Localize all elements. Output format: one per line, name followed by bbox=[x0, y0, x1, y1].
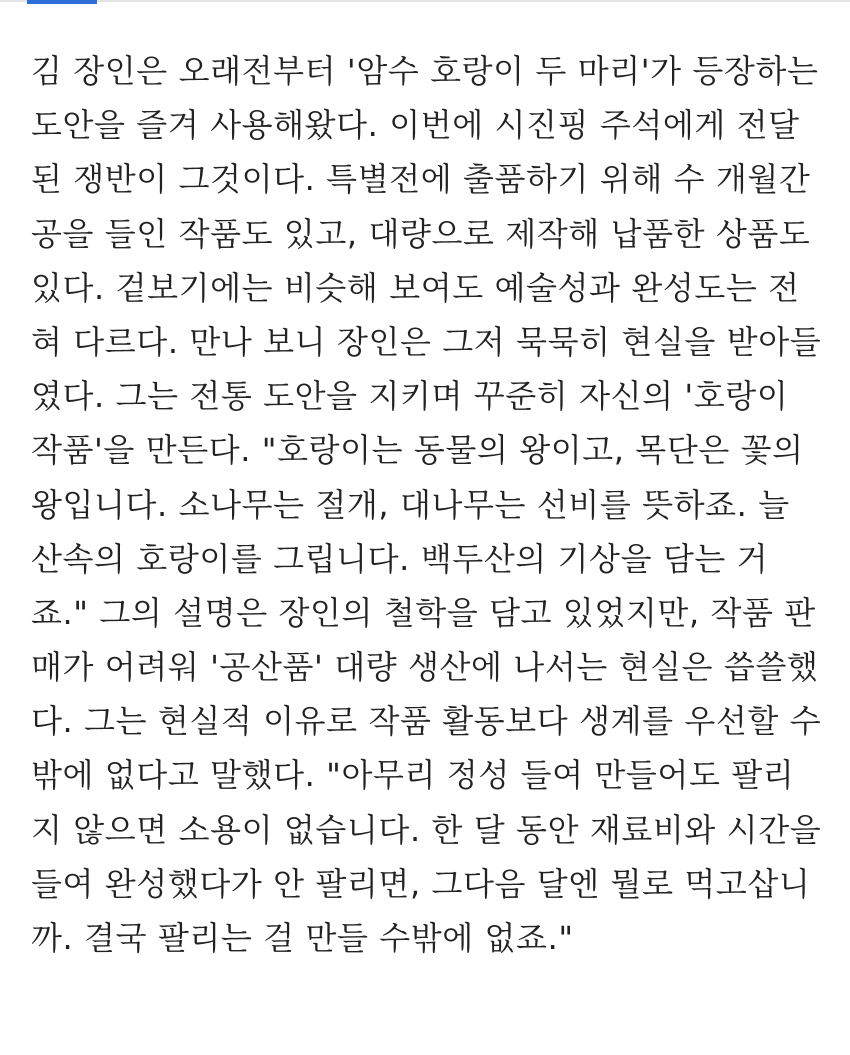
article-line: 공을 들인 작품도 있고, 대량으로 제작해 납품한 상품도 bbox=[31, 214, 811, 253]
article-line: 왕입니다. 소나무는 절개, 대나무는 선비를 뜻하죠. 늘 bbox=[31, 485, 790, 524]
article-line: 들여 완성했다가 안 팔리면, 그다음 달엔 뭘로 먹고삽니 bbox=[31, 864, 811, 903]
article-line: 있다. 겉보기에는 비슷해 보여도 예술성과 완성도는 전 bbox=[31, 268, 800, 307]
active-tab-indicator bbox=[27, 0, 97, 4]
article-line: 까. 결국 팔리는 걸 만들 수밖에 없죠." bbox=[31, 919, 574, 957]
article-body bbox=[31, 44, 831, 965]
article-line: 다. 그는 현실적 이유로 작품 활동보다 생계를 우선할 수 bbox=[31, 702, 822, 741]
article-line: 작품'을 만든다. "호랑이는 동물의 왕이고, 목단은 꽃의 bbox=[31, 431, 804, 470]
article-line: 죠." 그의 설명은 장인의 철학을 담고 있었지만, 작품 판 bbox=[31, 593, 816, 632]
article-line: 도안을 즐겨 사용해왔다. 이번에 시진핑 주석에게 전달 bbox=[31, 106, 800, 145]
article-line: 밖에 없다고 말했다. "아무리 정성 들여 만들어도 팔리 bbox=[31, 756, 795, 795]
article-line: 김 장인은 오래전부터 '암수 호랑이 두 마리'가 등장하는 bbox=[31, 52, 819, 90]
article-line: 매가 어려워 '공산품' 대량 생산에 나서는 현실은 씁쓸했 bbox=[31, 648, 819, 687]
article-line: 산속의 호랑이를 그립니다. 백두산의 기상을 담는 거 bbox=[31, 539, 769, 578]
article-line: 된 쟁반이 그것이다. 특별전에 출품하기 위해 수 개월간 bbox=[31, 160, 811, 199]
article-line: 였다. 그는 전통 도안을 지키며 꾸준히 자신의 '호랑이 bbox=[31, 377, 789, 416]
top-divider bbox=[0, 0, 850, 2]
article-line: 혀 다르다. 만나 보니 장인은 그저 묵묵히 현실을 받아들 bbox=[31, 322, 822, 361]
article-line: 지 않으면 소용이 없습니다. 한 달 동안 재료비와 시간을 bbox=[31, 810, 822, 849]
